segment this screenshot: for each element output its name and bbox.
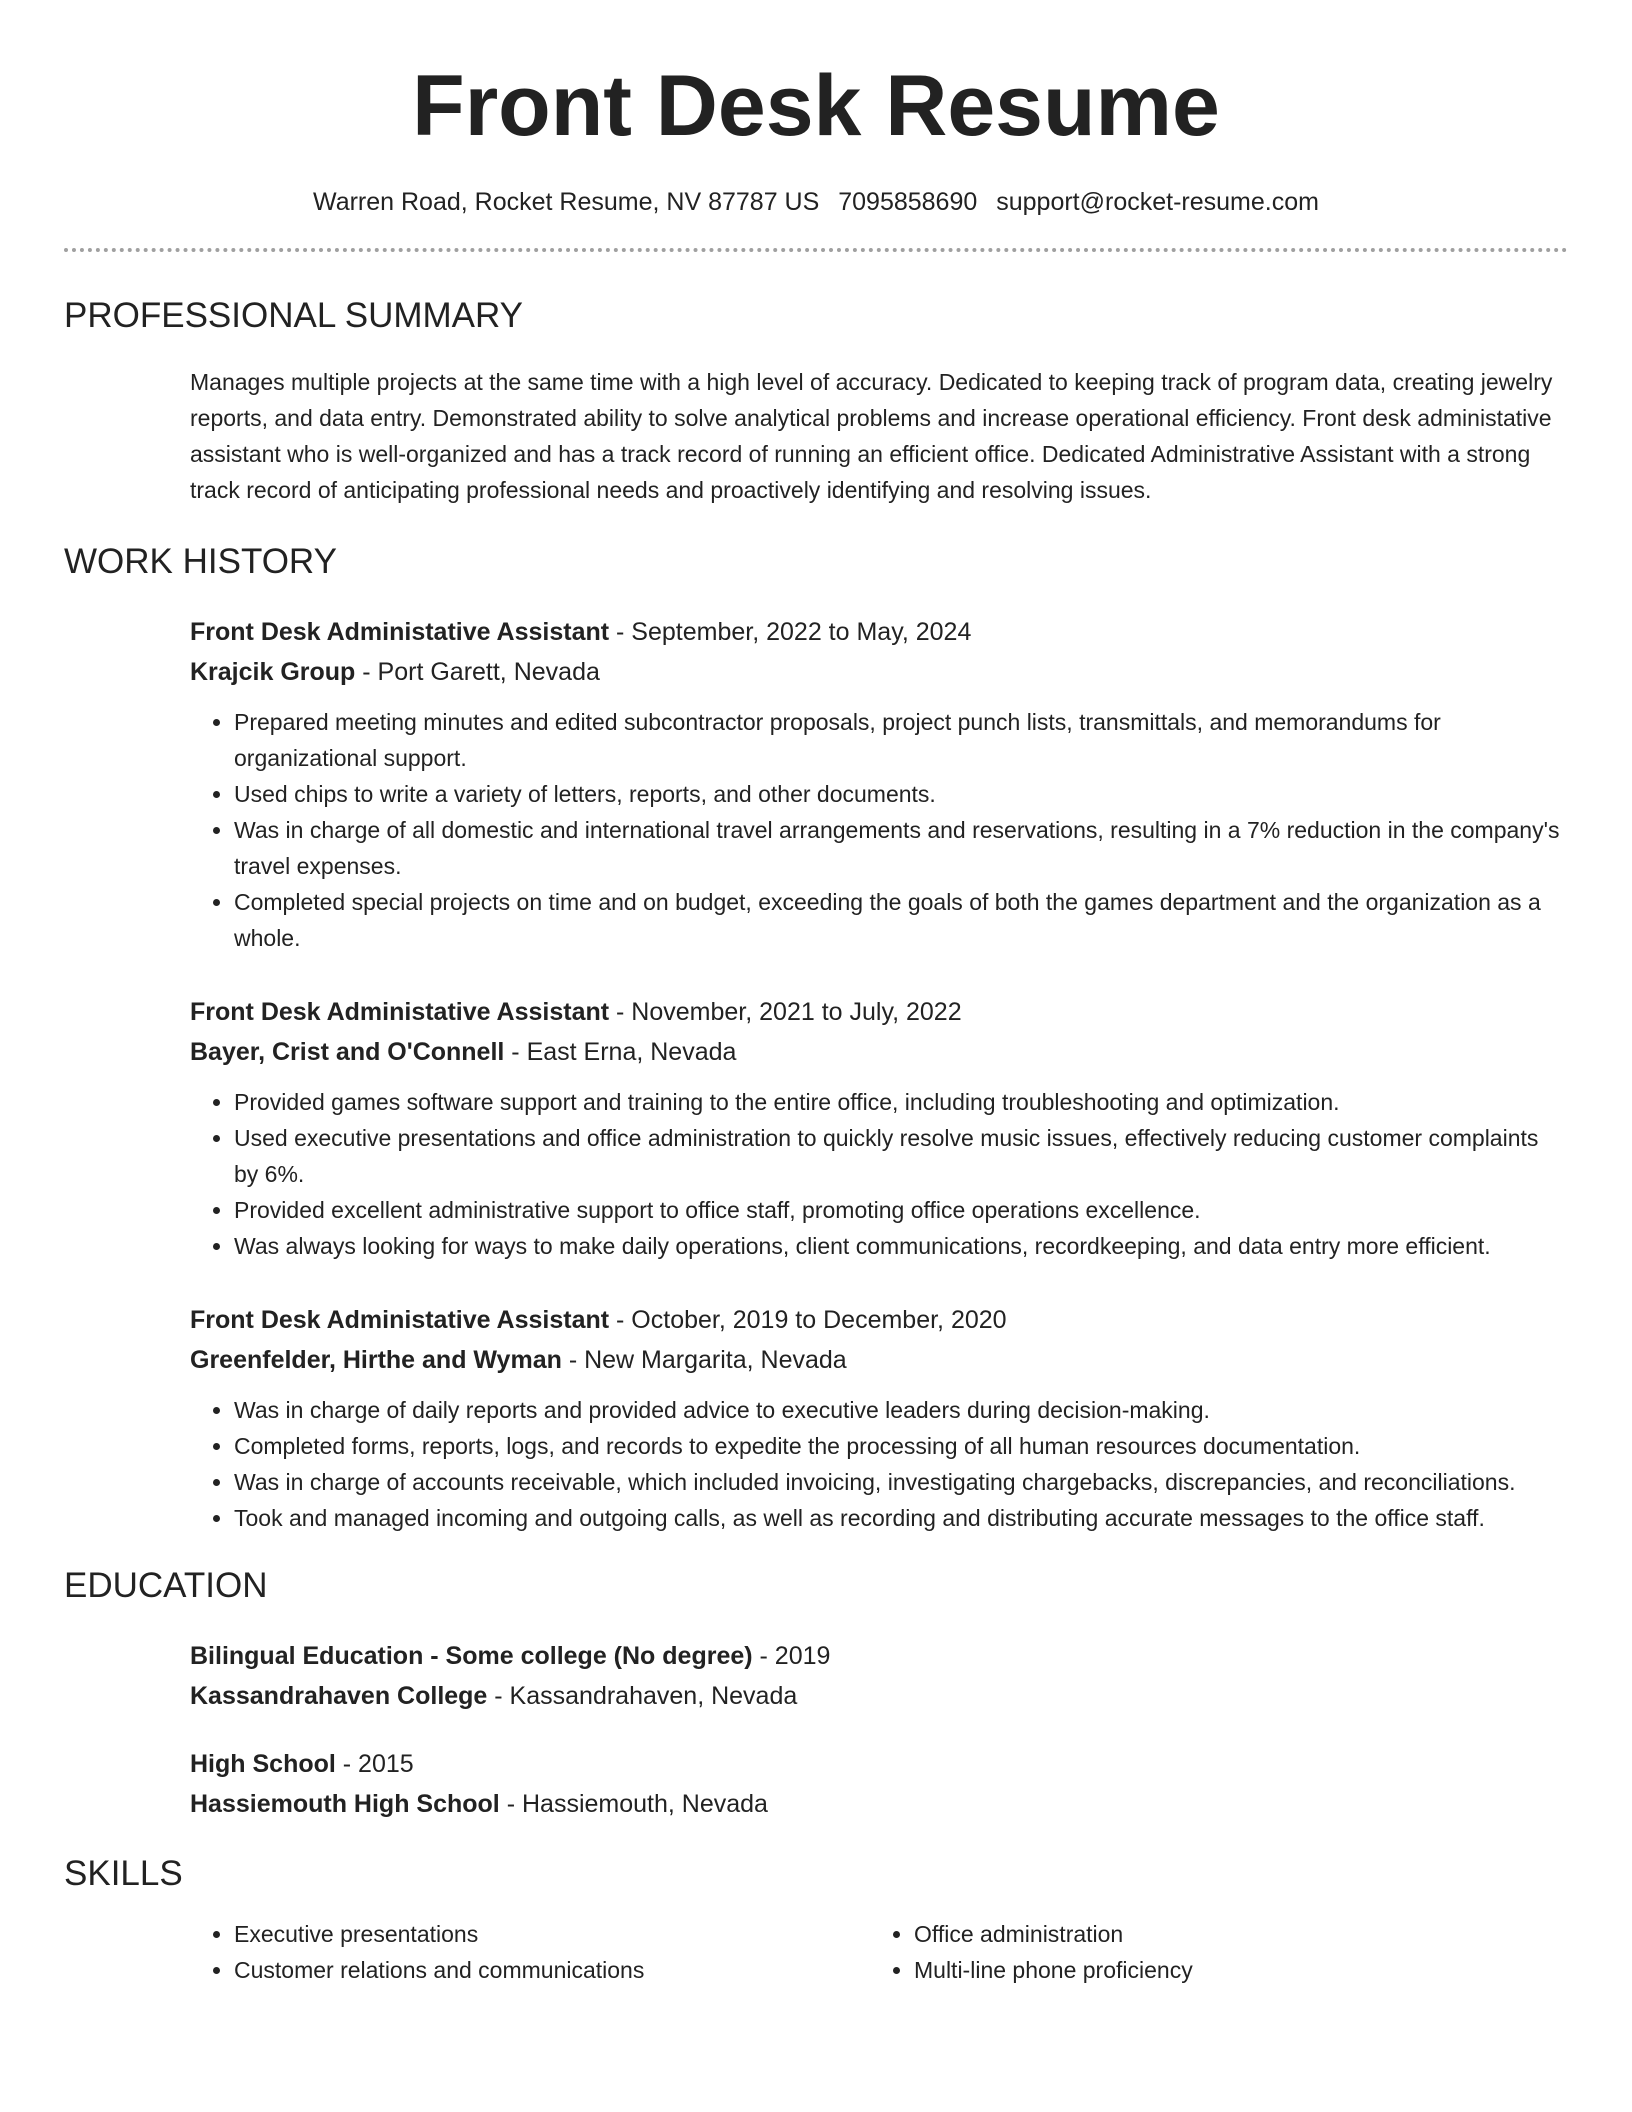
job-company-line bbox=[190, 1340, 1568, 1380]
list-item: • Was in charge of daily reports and provided advice to executive leaders during decision-making. bbox=[234, 1392, 1568, 1428]
list-item: • Took and managed incoming and outgoing calls, as well as recording and distributing accurate messages to the office staff. bbox=[234, 1500, 1568, 1536]
job-location: - East Erna, Nevada bbox=[504, 1038, 737, 1066]
list-item: • Used executive presentations and office administration to quickly resolve music issues, effectively reducing customer complaints by 6%. bbox=[234, 1120, 1568, 1192]
education-school-line bbox=[190, 1676, 1568, 1716]
list-item: • Provided excellent administrative support to office staff, promoting office operations excellence. bbox=[234, 1192, 1568, 1228]
education-entry bbox=[190, 1744, 1568, 1824]
section-title-skills: SKILLS bbox=[64, 1854, 183, 1893]
job-role-line bbox=[190, 612, 1568, 652]
work-history bbox=[190, 612, 1568, 1536]
header-divider bbox=[64, 248, 1568, 252]
list-item: • Used chips to write a variety of letters, reports, and other documents. bbox=[234, 776, 1568, 812]
job-location: - Port Garett, Nevada bbox=[355, 658, 600, 686]
skills-list bbox=[190, 1916, 1568, 1988]
resume-title: Front Desk Resume bbox=[412, 58, 1220, 154]
job-company: Bayer, Crist and O'Connell bbox=[190, 1038, 505, 1066]
job-role: Front Desk Administative Assistant bbox=[190, 998, 610, 1026]
list-item: • Was always looking for ways to make daily operations, client communications, recordkeeping, and data entry more efficient. bbox=[234, 1228, 1568, 1264]
summary-text: Manages multiple projects at the same time with a high level of accuracy. Dedicated to keeping track of program data, creating jewelry reports, and data entry. Demonstrated ability to solve analytical problems and increase operational efficiency. Front desk administative assistant who is well-organized and has a track record of running an efficient office. Dedicated Administrative Assistant with a strong track record of anticipating professional needs and proactively identifying and resolving issues. bbox=[190, 369, 1553, 503]
job-bullets bbox=[190, 1084, 1568, 1264]
contact-email: support@rocket-resume.com bbox=[996, 188, 1319, 216]
job-company: Greenfelder, Hirthe and Wyman bbox=[190, 1346, 562, 1374]
education-school: Hassiemouth High School bbox=[190, 1790, 500, 1818]
job-dates: - November, 2021 to July, 2022 bbox=[609, 998, 962, 1026]
education-school: Kassandrahaven College bbox=[190, 1682, 488, 1710]
skills-column-right bbox=[870, 1916, 1550, 1988]
education-list bbox=[190, 1636, 1568, 1824]
job-entry bbox=[190, 1300, 1568, 1536]
education-location: - Hassiemouth, Nevada bbox=[499, 1790, 768, 1818]
section-title-education: EDUCATION bbox=[64, 1566, 268, 1605]
job-role: Front Desk Administative Assistant bbox=[190, 618, 610, 646]
education-school-line bbox=[190, 1784, 1568, 1824]
contact-address: Warren Road, Rocket Resume, NV 87787 US bbox=[313, 188, 820, 216]
education-degree: High School bbox=[190, 1750, 336, 1778]
job-company: Krajcik Group bbox=[190, 658, 356, 686]
education-degree-line bbox=[190, 1744, 1568, 1784]
job-role-line bbox=[190, 1300, 1568, 1340]
section-title-work: WORK HISTORY bbox=[64, 542, 337, 581]
skills-column-left bbox=[190, 1916, 870, 1988]
list-item: • Completed forms, reports, logs, and records to expedite the processing of all human resources documentation. bbox=[234, 1428, 1568, 1464]
skill-item: • Multi-line phone proficiency bbox=[914, 1952, 1550, 1988]
education-year: - 2015 bbox=[335, 1750, 414, 1778]
list-item: • Provided games software support and training to the entire office, including troubleshooting and optimization. bbox=[234, 1084, 1568, 1120]
job-company-line bbox=[190, 652, 1568, 692]
education-entry bbox=[190, 1636, 1568, 1716]
job-role-line bbox=[190, 992, 1568, 1032]
job-entry bbox=[190, 992, 1568, 1264]
education-year: - 2019 bbox=[752, 1642, 831, 1670]
contact-line bbox=[64, 186, 1568, 218]
job-location: - New Margarita, Nevada bbox=[561, 1346, 847, 1374]
section-title-summary: PROFESSIONAL SUMMARY bbox=[64, 296, 523, 335]
skill-item: • Customer relations and communications bbox=[234, 1952, 870, 1988]
education-degree-line bbox=[190, 1636, 1568, 1676]
list-item: • Prepared meeting minutes and edited subcontractor proposals, project punch lists, transmittals, and memorandums for organizational support. bbox=[234, 704, 1568, 776]
job-bullets bbox=[190, 1392, 1568, 1536]
job-dates: - September, 2022 to May, 2024 bbox=[609, 618, 972, 646]
education-location: - Kassandrahaven, Nevada bbox=[487, 1682, 798, 1710]
job-entry bbox=[190, 612, 1568, 956]
job-company-line bbox=[190, 1032, 1568, 1072]
resume-page bbox=[64, 0, 1568, 2112]
list-item: • Completed special projects on time and on budget, exceeding the goals of both the games department and the organization as a whole. bbox=[234, 884, 1568, 956]
list-item: • Was in charge of all domestic and international travel arrangements and reservations, resulting in a 7% reduction in the company's travel expenses. bbox=[234, 812, 1568, 884]
job-bullets bbox=[190, 704, 1568, 956]
job-role: Front Desk Administative Assistant bbox=[190, 1306, 610, 1334]
job-dates: - October, 2019 to December, 2020 bbox=[609, 1306, 1007, 1334]
skill-item: • Office administration bbox=[914, 1916, 1550, 1952]
contact-phone: 7095858690 bbox=[838, 188, 978, 216]
education-degree: Bilingual Education - Some college (No degree) bbox=[190, 1642, 753, 1670]
skill-item: • Executive presentations bbox=[234, 1916, 870, 1952]
list-item: • Was in charge of accounts receivable, which included invoicing, investigating chargebacks, discrepancies, and reconciliations. bbox=[234, 1464, 1568, 1500]
